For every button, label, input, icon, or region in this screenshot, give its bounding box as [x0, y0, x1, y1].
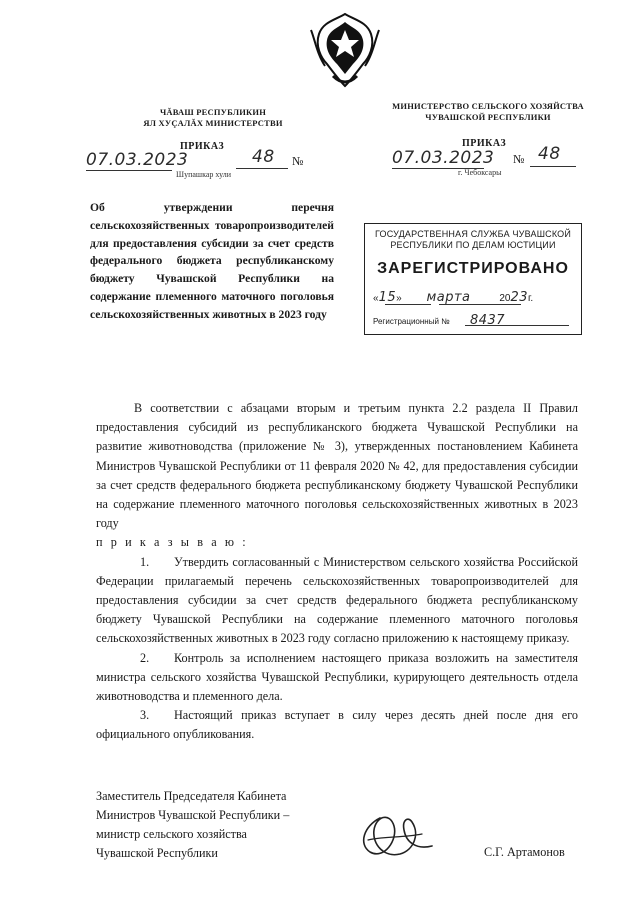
header-left-line1: ЧĂВАШ РЕСПУБЛИКИН — [159, 107, 267, 117]
item-2-number: 2. — [140, 650, 150, 665]
stamp-year-unit: г. — [527, 293, 534, 304]
stamp-year-suffix: 23 — [510, 290, 528, 305]
number-right-underline — [530, 166, 576, 167]
stamp-reg-label: Регистрационный № — [373, 317, 450, 326]
body-order-word: п р и к а з ы в а ю : — [96, 535, 249, 550]
date-left: 07.03.2023 — [86, 150, 189, 170]
stamp-year-prefix: 20 — [499, 293, 511, 304]
item-3-text: Настоящий приказ вступает в силу через десять дней после дня его официального опубликования. — [96, 708, 578, 742]
signatory-title — [96, 787, 336, 863]
handwritten-signature — [350, 800, 440, 870]
header-right-line1: МИНИСТЕРСТВО СЕЛЬСКОГО ХОЗЯЙСТВА — [392, 101, 584, 111]
city-left: Шупашкар хули — [176, 170, 231, 179]
header-left-line2: ЯЛ ХУÇАЛĂХ МИНИСТЕРСТВИ — [143, 118, 283, 128]
stamp-month-underline — [439, 304, 521, 305]
number-sign-left: № — [292, 154, 304, 168]
body-preamble: В соответствии с абзацами вторым и третьим пункта 2.2 раздела II Правил предоставления субсидий из республиканского бюджета Чувашской Республики на развитие животноводства (приложение № 3), утвержденных постановлением Кабинета Министров Чувашской Республики от 11 февраля 2020 № 42, для предоставления субсидии за счет средств федерального бюджета республиканскому бюджету Чувашской Республики на содержание племенного маточного поголовья сельскохозяйственных животных в 2023 году — [96, 401, 578, 531]
item-3-number: 3. — [140, 708, 150, 723]
signatory-line4: Чувашской Республики — [96, 846, 218, 860]
body-item-1 — [96, 553, 578, 649]
date-right: 07.03.2023 — [392, 148, 495, 168]
prikaz-title-left: ПРИКАЗ — [180, 141, 225, 152]
number-right: 48 — [538, 144, 561, 164]
number-left-underline — [236, 168, 288, 169]
signatory-line2: Министров Чувашской Республики – — [96, 808, 290, 822]
prikaz-title-right: ПРИКАЗ — [462, 138, 507, 149]
number-left: 48 — [252, 147, 275, 167]
header-right-line2: ЧУВАШСКОЙ РЕСПУБЛИКИ — [425, 112, 551, 122]
body-item-3 — [96, 706, 578, 744]
stamp-day: 15 — [378, 290, 397, 305]
stamp-registered: ЗАРЕГИСТРИРОВАНО — [377, 260, 569, 277]
stamp-reg-underline — [465, 325, 569, 326]
stamp-org-line2: РЕСПУБЛИКИ ПО ДЕЛАМ ЮСТИЦИИ — [390, 240, 556, 250]
stamp-month: марта — [426, 290, 471, 305]
stamp-org-line1: ГОСУДАРСТВЕННАЯ СЛУЖБА ЧУВАШСКОЙ — [374, 229, 572, 239]
date-left-underline — [86, 170, 172, 171]
document-subject: Об утверждении перечня сельскохозяйственных товаропроизводителей для предоставления субсидии за счет средств федерального бюджета республиканскому бюджету Чувашской Республики на содержание племенного маточного поголовья сельскохозяйственных животных в 2023 году — [90, 201, 334, 321]
header-right — [378, 101, 598, 123]
item-1-text: Утвердить согласованный с Министерством сельского хозяйства Российской Федерации прилагаемый перечень сельскохозяйственных товаропроизводителей для предоставления субсидии за счет средств федерального бюджета республиканскому бюджету Чувашской Республики на содержание племенного маточного поголовья сельскохозяйственных животных в 2023 году согласно приложению к настоящему приказу. — [96, 554, 578, 646]
number-sign-right: № — [513, 152, 525, 166]
header-left — [118, 107, 308, 129]
stamp-reg-number: 8437 — [469, 313, 506, 328]
coat-of-arms-emblem — [305, 10, 385, 90]
body-item-2 — [96, 649, 578, 707]
stamp-day-underline — [385, 304, 431, 305]
city-right: г. Чебоксары — [458, 168, 502, 177]
item-2-text: Контроль за исполнением настоящего приказа возложить на заместителя министра сельского хозяйства Чувашской Республики, курирующего деятельность отдела животноводства и племенного дела. — [96, 650, 578, 704]
stamp-date-row: «15» марта 2023г. — [373, 290, 534, 305]
item-1-number: 1. — [140, 554, 150, 569]
registration-stamp — [364, 223, 582, 335]
signatory-line3: министр сельского хозяйства — [96, 827, 247, 841]
document-body — [96, 399, 578, 745]
signatory-line1: Заместитель Председателя Кабинета — [96, 789, 287, 803]
signatory-name: С.Г. Артамонов — [484, 845, 565, 859]
